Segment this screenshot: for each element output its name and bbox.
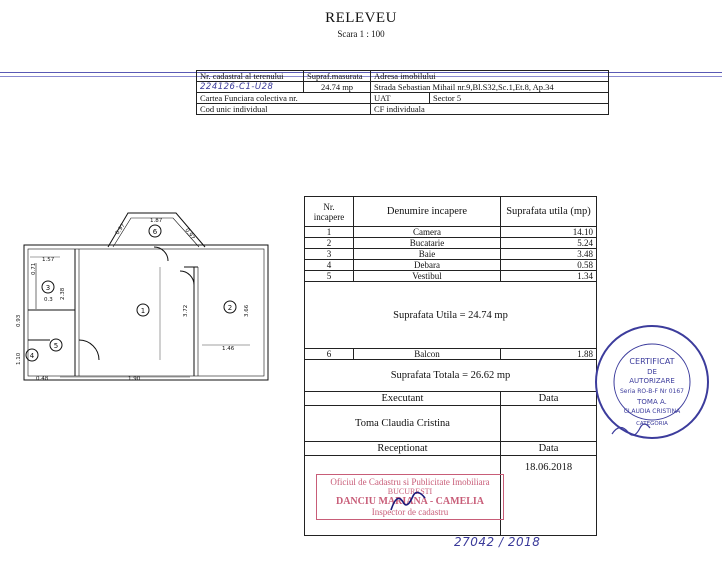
balcony-area: 1.88 [501,349,597,360]
executant-date-cell [501,406,597,442]
executant-label: Executant [305,392,501,406]
room-label: 5 [53,342,59,350]
cadastral-value: 224126-C1-U28 [197,82,304,93]
area-value: 24.74 mp [304,82,371,93]
uat-label: UAT [371,93,430,104]
dimension-label: 1.87 [150,218,163,224]
stamp-text: Oficiul de Cadastru si Publicitate Imobiliara [330,477,490,487]
col-nr-header: Nr. incapere [305,197,354,227]
room-area: 14.10 [501,227,597,238]
room-label: 4 [29,352,35,360]
certificate-stamp [592,322,712,442]
dimension-label: 0.71 [31,262,37,275]
stamp-text: BUCURESTI [387,487,433,496]
room-name: Vestibul [354,271,501,282]
stamp-text: AUTORIZARE [629,377,675,385]
dimension-label: 0.93 [16,314,22,327]
receptionat-date-label: Data [501,442,597,456]
cf-individual-label: CF individuala [371,104,609,115]
stamp-text: CATEGORIA [636,421,668,427]
cadastral-label: Nr. cadastral al terenului [197,71,304,82]
dimension-label: 0.48 [36,376,49,382]
scale-label: Scara 1 : 100 [337,29,385,39]
room-nr: 2 [305,238,354,249]
area-label: Supraf.masurata [304,71,371,82]
registration-note: 27042 / 2018 [454,535,541,549]
dimension-label: 3.66 [244,304,250,317]
balcony-nr: 6 [305,349,354,360]
room-nr: 1 [305,227,354,238]
room-area: 5.24 [501,238,597,249]
room-nr: 4 [305,260,354,271]
dimension-label: 1.46 [222,346,235,352]
document-title: RELEVEU [325,10,397,26]
property-info-table [196,70,609,115]
room-label: 3 [45,284,51,292]
receptionat-date: 18.06.2018 [501,456,597,536]
dimension-label: 0.97 [183,227,196,242]
door-arc [180,271,194,285]
room-label: 1 [140,307,146,315]
room-name: Camera [354,227,501,238]
balcony-name: Balcon [354,349,501,360]
address-value: Strada Sebastian Mihail nr.9,Bl.S32,Sc.1,Et.8, Ap.34 [371,82,609,93]
uat-value: Sector 5 [430,93,609,104]
dimension-label: 1.57 [42,257,55,263]
executant-date-label: Data [501,392,597,406]
dimension-label: 1.90 [128,376,141,382]
executant-name: Toma Claudia Cristina [305,406,501,442]
dimension-label: 0.3 [44,297,53,303]
dimension-label: 0.97 [114,222,127,237]
stamp-text: TOMA A. [637,398,667,406]
stamp-text: CERTIFICAT [629,357,675,366]
room-area: 1.34 [501,271,597,282]
signature-icon [388,490,428,516]
room-nr: 3 [305,249,354,260]
stamp-text: Seria RO-B-F Nr 0167 [620,388,684,395]
room-nr: 5 [305,271,354,282]
address-label: Adresa imobilului [371,71,609,82]
room-label: 2 [227,304,233,312]
grand-total: Suprafata Totala = 26.62 mp [305,360,597,392]
dimension-label: 1.10 [16,352,22,365]
room-name: Baie [354,249,501,260]
room-area: 0.58 [501,260,597,271]
door-arc [79,340,99,360]
room-name: Debara [354,260,501,271]
room-label: 6 [152,228,158,236]
floor-plan [0,205,290,390]
room-area: 3.48 [501,249,597,260]
unique-code-label: Cod unic individual [197,104,371,115]
col-name-header: Denumire incapere [354,197,501,227]
dimension-label: 3.72 [183,304,189,317]
stamp-text: CLAUDIA CRISTINA [623,408,681,415]
stamp-text: DE [647,368,657,376]
ocpi-stamp [316,474,504,532]
receptionat-label: Receptionat [305,442,501,456]
col-area-header: Suprafata utila (mp) [501,197,597,227]
stamp-text: Inspector de cadastru [371,507,449,517]
useful-total: Suprafata Utila = 24.74 mp [305,282,597,349]
stamp-text: DANCIU MARIANA - CAMELIA [335,496,485,507]
dimension-label: 2.38 [60,287,66,300]
cf-collective-label: Cartea Funciara colectiva nr. [197,93,371,104]
room-name: Bucatarie [354,238,501,249]
